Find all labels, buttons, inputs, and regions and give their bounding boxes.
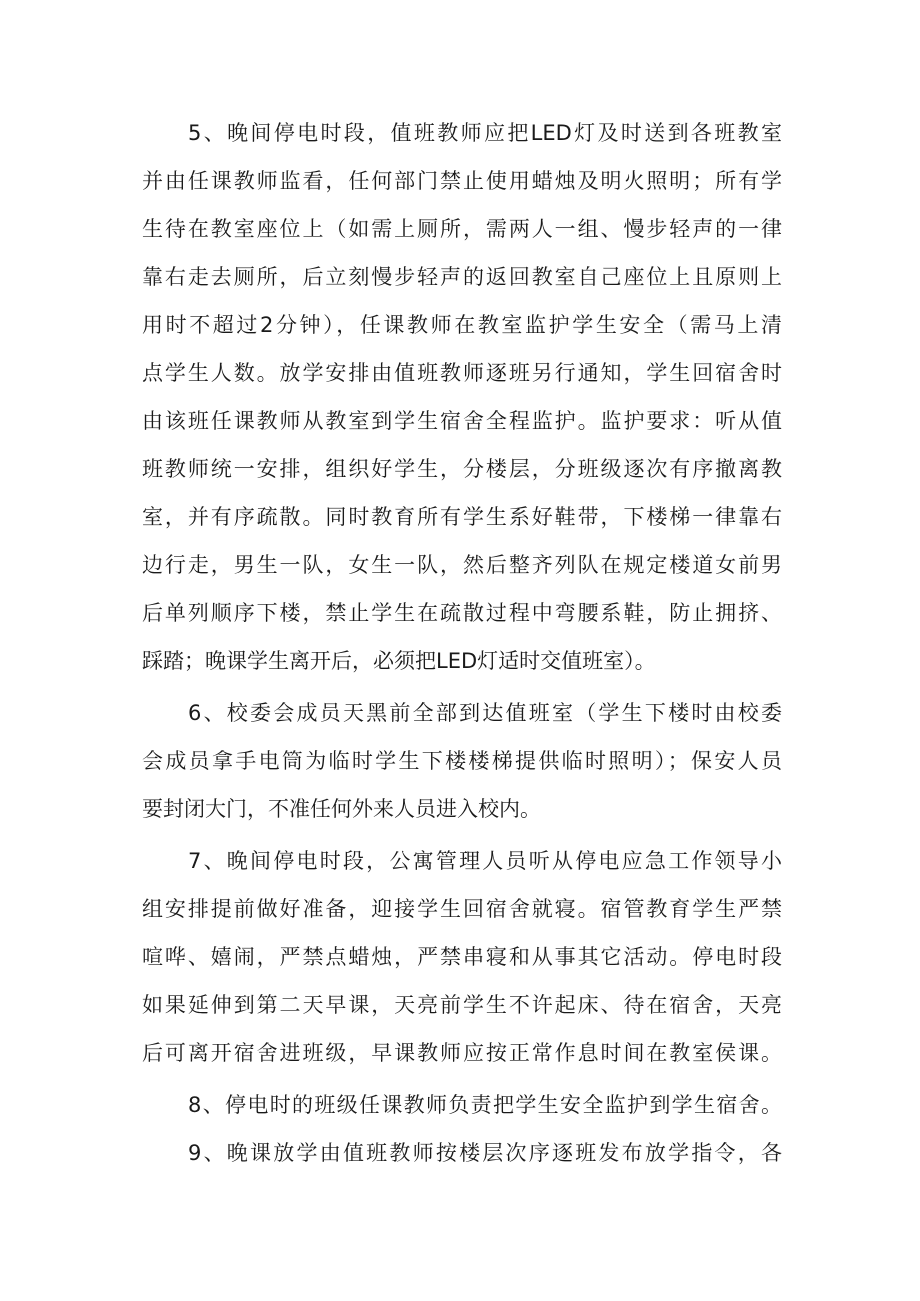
paragraph-5-line-8: 班教师统一安排，组织好学生，分楼层，分班级逐次有序撤离教 <box>142 457 782 481</box>
paragraph-5-line-9: 室，并有序疏散。同时教育所有学生系好鞋带，下楼梯一律靠右 <box>142 505 782 529</box>
paragraph-5-line-7: 由该班任课教师从教室到学生宿舍全程监护。监护要求：听从值 <box>142 409 782 433</box>
paragraph-6-line-2: 会成员拿手电筒为临时学生下楼楼梯提供临时照明）；保安人员 <box>142 749 782 773</box>
paragraph-7-line-1: 7、晚间停电时段，公寓管理人员听从停电应急工作领导小 <box>188 849 782 873</box>
paragraph-6-line-1: 6、校委会成员天黑前全部到达值班室（学生下楼时由校委 <box>188 701 782 725</box>
paragraph-5-line-10: 边行走，男生一队，女生一队，然后整齐列队在规定楼道女前男 <box>142 553 782 577</box>
paragraph-5-line-11: 后单列顺序下楼，禁止学生在疏散过程中弯腰系鞋，防止拥挤、 <box>142 601 782 625</box>
paragraph-7-line-3: 喧哗、嬉闹，严禁点蜡烛，严禁串寝和从事其它活动。停电时段 <box>142 945 782 969</box>
paragraph-7-line-5: 后可离开宿舍进班级，早课教师应按正常作息时间在教室侯课。 <box>142 1041 782 1065</box>
paragraph-6-line-3: 要封闭大门，不准任何外来人员进入校内。 <box>142 797 541 821</box>
paragraph-7-line-4: 如果延伸到第二天早课，天亮前学生不许起床、待在宿舍，天亮 <box>142 993 782 1017</box>
paragraph-5-line-12: 踩踏；晚课学生离开后，必须把LED灯适时交值班室）。 <box>142 649 656 673</box>
paragraph-8-line-1: 8、停电时的班级任课教师负责把学生安全监护到学生宿舍。 <box>188 1093 782 1117</box>
paragraph-5-line-6: 点学生人数。放学安排由值班教师逐班另行通知，学生回宿舍时 <box>142 361 782 385</box>
paragraph-5-line-5: 用时不超过2分钟），任课教师在教室监护学生安全（需马上清 <box>142 313 782 337</box>
paragraph-7-line-2: 组安排提前做好准备，迎接学生回宿舍就寝。宿管教育学生严禁 <box>142 897 782 921</box>
paragraph-9-line-1: 9、晚课放学由值班教师按楼层次序逐班发布放学指令，各 <box>188 1141 782 1165</box>
paragraph-5-line-4: 靠右走去厕所，后立刻慢步轻声的返回教室自己座位上且原则上 <box>142 265 782 289</box>
paragraph-5-line-1: 5、晚间停电时段，值班教师应把LED灯及时送到各班教室 <box>188 121 782 145</box>
paragraph-5-line-2: 并由任课教师监看，任何部门禁止使用蜡烛及明火照明；所有学 <box>142 169 782 193</box>
paragraph-5-line-3: 生待在教室座位上（如需上厕所，需两人一组、慢步轻声的一律 <box>142 217 782 241</box>
